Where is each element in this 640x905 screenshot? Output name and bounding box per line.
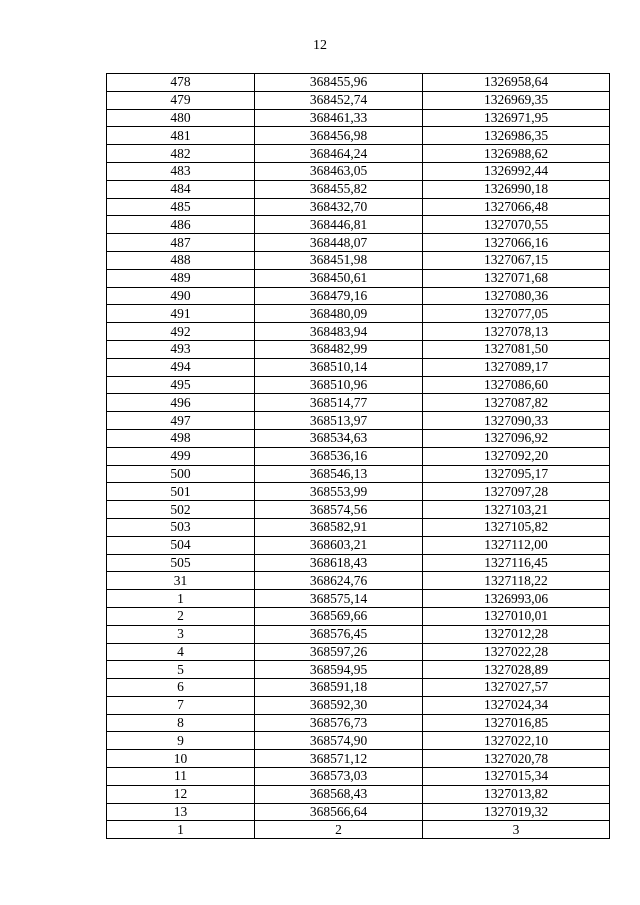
- y-coordinate-cell: 1327086,60: [423, 376, 610, 394]
- y-coordinate-cell: 1327022,10: [423, 732, 610, 750]
- point-number-cell: 488: [107, 251, 255, 269]
- point-number-cell: 479: [107, 91, 255, 109]
- x-coordinate-cell: 368597,26: [255, 643, 423, 661]
- point-number-cell: 494: [107, 358, 255, 376]
- point-number-cell: 502: [107, 501, 255, 519]
- point-number-cell: 500: [107, 465, 255, 483]
- y-coordinate-cell: 1327116,45: [423, 554, 610, 572]
- y-coordinate-cell: 1327096,92: [423, 429, 610, 447]
- y-coordinate-cell: 1327015,34: [423, 768, 610, 786]
- x-coordinate-cell: 368582,91: [255, 518, 423, 536]
- x-coordinate-cell: 368452,74: [255, 91, 423, 109]
- point-number-cell: 504: [107, 536, 255, 554]
- x-coordinate-cell: 368571,12: [255, 750, 423, 768]
- table-row: [107, 447, 610, 465]
- point-number-cell: 1: [107, 590, 255, 608]
- table-row: [107, 785, 610, 803]
- point-number-cell: 486: [107, 216, 255, 234]
- x-coordinate-cell: 368513,97: [255, 412, 423, 430]
- table-row: [107, 412, 610, 430]
- point-number-cell: 478: [107, 74, 255, 92]
- coordinates-table: [106, 73, 610, 839]
- x-coordinate-cell: 368592,30: [255, 696, 423, 714]
- x-coordinate-cell: 368464,24: [255, 145, 423, 163]
- table-row: [107, 750, 610, 768]
- point-number-cell: 493: [107, 340, 255, 358]
- x-coordinate-cell: 368450,61: [255, 269, 423, 287]
- table-row: [107, 732, 610, 750]
- table-row: [107, 803, 610, 821]
- y-coordinate-cell: 1327078,13: [423, 323, 610, 341]
- x-coordinate-cell: 368514,77: [255, 394, 423, 412]
- y-coordinate-cell: 1327016,85: [423, 714, 610, 732]
- table-row: [107, 643, 610, 661]
- point-number-cell: 501: [107, 483, 255, 501]
- y-coordinate-cell: 1327105,82: [423, 518, 610, 536]
- y-coordinate-cell: 1326992,44: [423, 162, 610, 180]
- x-coordinate-cell: 368603,21: [255, 536, 423, 554]
- x-coordinate-cell: 368546,13: [255, 465, 423, 483]
- table-row: [107, 127, 610, 145]
- y-coordinate-cell: 1327022,28: [423, 643, 610, 661]
- x-coordinate-cell: 368553,99: [255, 483, 423, 501]
- table-row: [107, 376, 610, 394]
- y-coordinate-cell: 1327071,68: [423, 269, 610, 287]
- point-number-cell: 487: [107, 234, 255, 252]
- y-coordinate-cell: 1327077,05: [423, 305, 610, 323]
- y-coordinate-cell: 1326958,64: [423, 74, 610, 92]
- point-number-cell: 9: [107, 732, 255, 750]
- table-row: [107, 696, 610, 714]
- y-coordinate-cell: 1326988,62: [423, 145, 610, 163]
- x-coordinate-cell: 368483,94: [255, 323, 423, 341]
- point-number-cell: 503: [107, 518, 255, 536]
- table-row: [107, 536, 610, 554]
- table-row: [107, 305, 610, 323]
- x-coordinate-cell: 368576,73: [255, 714, 423, 732]
- page-number: 12: [313, 38, 327, 53]
- point-number-cell: 496: [107, 394, 255, 412]
- x-coordinate-cell: 368461,33: [255, 109, 423, 127]
- column-number-cell: 1: [107, 821, 255, 839]
- x-coordinate-cell: 368455,96: [255, 74, 423, 92]
- x-coordinate-cell: 368451,98: [255, 251, 423, 269]
- x-coordinate-cell: 368480,09: [255, 305, 423, 323]
- y-coordinate-cell: 1327066,16: [423, 234, 610, 252]
- table-row: [107, 572, 610, 590]
- point-number-cell: 489: [107, 269, 255, 287]
- point-number-cell: 7: [107, 696, 255, 714]
- table-row: [107, 768, 610, 786]
- x-coordinate-cell: 368432,70: [255, 198, 423, 216]
- table-row: [107, 323, 610, 341]
- y-coordinate-cell: 1326969,35: [423, 91, 610, 109]
- y-coordinate-cell: 1327013,82: [423, 785, 610, 803]
- y-coordinate-cell: 1327027,57: [423, 679, 610, 697]
- column-number-cell: 3: [423, 821, 610, 839]
- point-number-cell: 481: [107, 127, 255, 145]
- y-coordinate-cell: 1326986,35: [423, 127, 610, 145]
- point-number-cell: 484: [107, 180, 255, 198]
- y-coordinate-cell: 1326993,06: [423, 590, 610, 608]
- x-coordinate-cell: 368591,18: [255, 679, 423, 697]
- point-number-cell: 8: [107, 714, 255, 732]
- point-number-cell: 495: [107, 376, 255, 394]
- x-coordinate-cell: 368574,90: [255, 732, 423, 750]
- table-row: [107, 234, 610, 252]
- table-row: [107, 679, 610, 697]
- table-row: [107, 714, 610, 732]
- x-coordinate-cell: 368594,95: [255, 661, 423, 679]
- y-coordinate-cell: 1327019,32: [423, 803, 610, 821]
- x-coordinate-cell: 368575,14: [255, 590, 423, 608]
- x-coordinate-cell: 368510,14: [255, 358, 423, 376]
- point-number-cell: 3: [107, 625, 255, 643]
- y-coordinate-cell: 1326990,18: [423, 180, 610, 198]
- point-number-cell: 499: [107, 447, 255, 465]
- point-number-cell: 2: [107, 607, 255, 625]
- point-number-cell: 491: [107, 305, 255, 323]
- x-coordinate-cell: 368482,99: [255, 340, 423, 358]
- x-coordinate-cell: 368448,07: [255, 234, 423, 252]
- point-number-cell: 4: [107, 643, 255, 661]
- table-row: [107, 661, 610, 679]
- x-coordinate-cell: 368479,16: [255, 287, 423, 305]
- table-row: [107, 358, 610, 376]
- point-number-cell: 5: [107, 661, 255, 679]
- x-coordinate-cell: 368463,05: [255, 162, 423, 180]
- table-row: [107, 483, 610, 501]
- table-row: [107, 251, 610, 269]
- y-coordinate-cell: 1327012,28: [423, 625, 610, 643]
- x-coordinate-cell: 368534,63: [255, 429, 423, 447]
- point-number-cell: 480: [107, 109, 255, 127]
- table-row: [107, 554, 610, 572]
- x-coordinate-cell: 368446,81: [255, 216, 423, 234]
- x-coordinate-cell: 368456,98: [255, 127, 423, 145]
- point-number-cell: 498: [107, 429, 255, 447]
- y-coordinate-cell: 1327087,82: [423, 394, 610, 412]
- y-coordinate-cell: 1327092,20: [423, 447, 610, 465]
- table-row: [107, 590, 610, 608]
- y-coordinate-cell: 1327066,48: [423, 198, 610, 216]
- y-coordinate-cell: 1327090,33: [423, 412, 610, 430]
- x-coordinate-cell: 368455,82: [255, 180, 423, 198]
- table-row: [107, 518, 610, 536]
- point-number-cell: 12: [107, 785, 255, 803]
- table-row: [107, 340, 610, 358]
- point-number-cell: 482: [107, 145, 255, 163]
- y-coordinate-cell: 1327089,17: [423, 358, 610, 376]
- y-coordinate-cell: 1327070,55: [423, 216, 610, 234]
- point-number-cell: 492: [107, 323, 255, 341]
- point-number-cell: 483: [107, 162, 255, 180]
- column-number-row: [107, 821, 610, 839]
- table-row: [107, 109, 610, 127]
- y-coordinate-cell: 1327028,89: [423, 661, 610, 679]
- x-coordinate-cell: 368568,43: [255, 785, 423, 803]
- x-coordinate-cell: 368510,96: [255, 376, 423, 394]
- table-row: [107, 180, 610, 198]
- table-row: [107, 465, 610, 483]
- x-coordinate-cell: 368576,45: [255, 625, 423, 643]
- x-coordinate-cell: 368624,76: [255, 572, 423, 590]
- table-row: [107, 216, 610, 234]
- table-row: [107, 91, 610, 109]
- table-row: [107, 501, 610, 519]
- point-number-cell: 31: [107, 572, 255, 590]
- point-number-cell: 497: [107, 412, 255, 430]
- table-row: [107, 145, 610, 163]
- y-coordinate-cell: 1327081,50: [423, 340, 610, 358]
- y-coordinate-cell: 1326971,95: [423, 109, 610, 127]
- y-coordinate-cell: 1327095,17: [423, 465, 610, 483]
- y-coordinate-cell: 1327020,78: [423, 750, 610, 768]
- x-coordinate-cell: 368618,43: [255, 554, 423, 572]
- x-coordinate-cell: 368574,56: [255, 501, 423, 519]
- y-coordinate-cell: 1327024,34: [423, 696, 610, 714]
- table-row: [107, 162, 610, 180]
- table-row: [107, 429, 610, 447]
- x-coordinate-cell: 368569,66: [255, 607, 423, 625]
- point-number-cell: 10: [107, 750, 255, 768]
- y-coordinate-cell: 1327118,22: [423, 572, 610, 590]
- y-coordinate-cell: 1327067,15: [423, 251, 610, 269]
- table-row: [107, 74, 610, 92]
- table-row: [107, 287, 610, 305]
- x-coordinate-cell: 368566,64: [255, 803, 423, 821]
- table-row: [107, 625, 610, 643]
- point-number-cell: 13: [107, 803, 255, 821]
- table-row: [107, 269, 610, 287]
- table-body: [107, 74, 610, 839]
- point-number-cell: 6: [107, 679, 255, 697]
- column-number-cell: 2: [255, 821, 423, 839]
- x-coordinate-cell: 368573,03: [255, 768, 423, 786]
- table-row: [107, 607, 610, 625]
- point-number-cell: 11: [107, 768, 255, 786]
- x-coordinate-cell: 368536,16: [255, 447, 423, 465]
- y-coordinate-cell: 1327112,00: [423, 536, 610, 554]
- table-row: [107, 394, 610, 412]
- point-number-cell: 505: [107, 554, 255, 572]
- table-row: [107, 198, 610, 216]
- y-coordinate-cell: 1327080,36: [423, 287, 610, 305]
- point-number-cell: 485: [107, 198, 255, 216]
- y-coordinate-cell: 1327103,21: [423, 501, 610, 519]
- point-number-cell: 490: [107, 287, 255, 305]
- y-coordinate-cell: 1327010,01: [423, 607, 610, 625]
- y-coordinate-cell: 1327097,28: [423, 483, 610, 501]
